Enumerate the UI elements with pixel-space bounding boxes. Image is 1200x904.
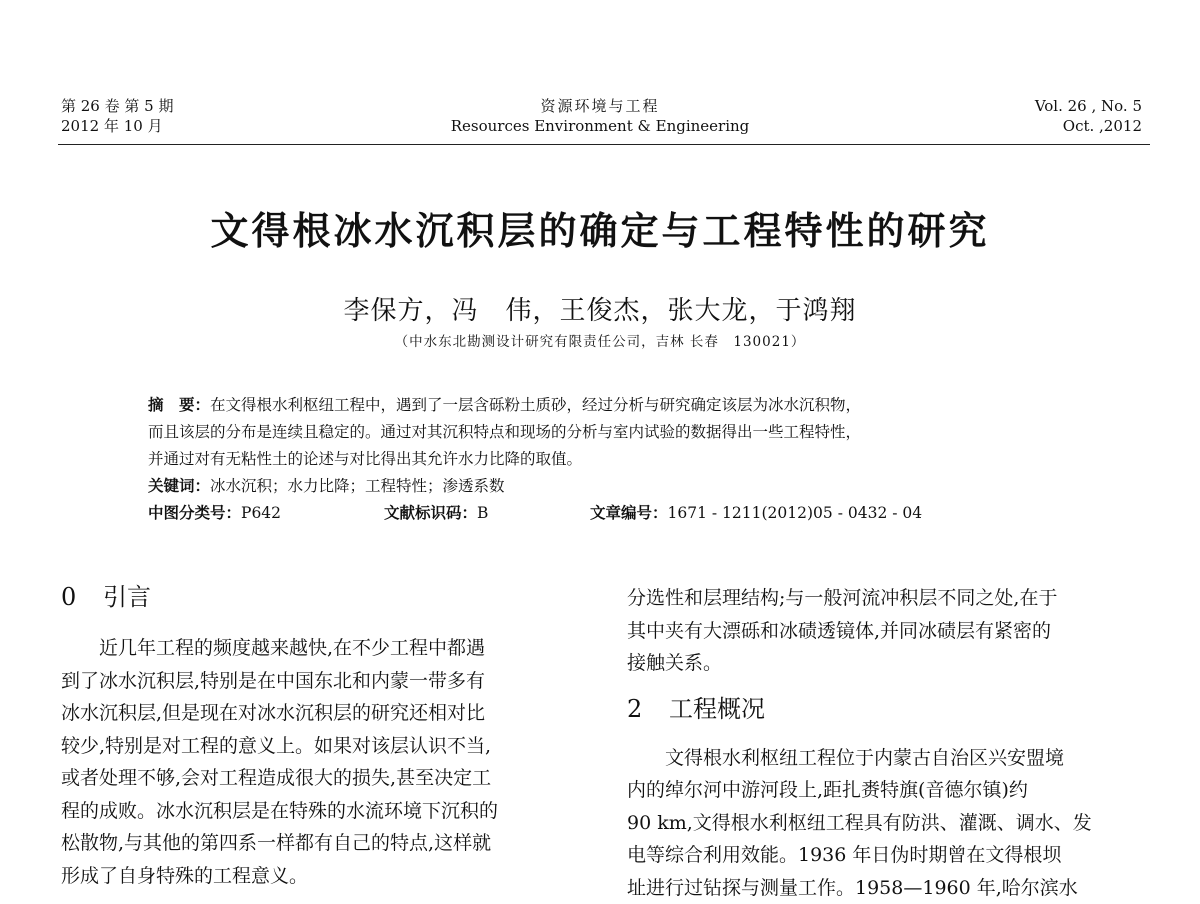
- paragraph-line: 内的绰尔河中游河段上,距扎赉特旗(音德尔镇)约: [627, 774, 1149, 807]
- paragraph-line: 到了冰水沉积层,特别是在中国东北和内蒙一带多有: [61, 665, 576, 698]
- year-month: 2012 年 10 月: [61, 116, 173, 136]
- article-no-label: 文章编号：: [590, 504, 668, 522]
- section-heading-0: [61, 582, 576, 612]
- paragraph-line: 90 km,文得根水利枢纽工程具有防洪、灌溉、调水、发: [627, 807, 1149, 840]
- paragraph-line: 松散物,与其他的第四系一样都有自己的特点,这样就: [61, 827, 576, 860]
- author-affiliation: （中水东北勘测设计研究有限责任公司，吉林 长春 130021）: [0, 330, 1200, 350]
- abstract-line-1: [148, 392, 1068, 419]
- paragraph-line: 接触关系。: [627, 647, 1149, 680]
- section-title: 引言: [103, 583, 151, 611]
- volume-number-en: Vol. 26 , No. 5: [1035, 96, 1142, 116]
- running-header-center: [0, 96, 1200, 136]
- section-number: 0: [61, 582, 103, 612]
- clc-label: 中图分类号：: [148, 504, 241, 522]
- keywords-label: 关键词：: [148, 477, 210, 495]
- paragraph-line: 近几年工程的频度越来越快,在不少工程中都遇: [61, 632, 576, 665]
- keywords-value: 冰水沉积；水力比降；工程特性；渗透系数: [210, 477, 505, 495]
- clc-value: P642: [241, 504, 281, 522]
- section-number: 2: [627, 694, 669, 724]
- article-authors: 李保方，冯 伟，王俊杰，张大龙，于鸿翔: [0, 290, 1200, 327]
- paragraph-line: 电等综合利用效能。1936 年日伪时期曾在文得根坝: [627, 839, 1149, 872]
- abstract-line-2: 而且该层的分布是连续且稳定的。通过对其沉积特点和现场的分析与室内试验的数据得出一些工程特性，: [148, 419, 1068, 446]
- journal-name-en: Resources Environment & Engineering: [0, 116, 1200, 136]
- abstract-block: [148, 392, 1068, 527]
- abstract-label: 摘 要：: [148, 396, 210, 414]
- abstract-line-3: 并通过对有无粘性土的论述与对比得出其允许水力比降的取值。: [148, 446, 1068, 473]
- body-left-column: [61, 582, 576, 892]
- header-rule: [58, 144, 1150, 145]
- paragraph-line: 或者处理不够,会对工程造成很大的损失,甚至决定工: [61, 762, 576, 795]
- classification-line: [148, 500, 1068, 527]
- paragraph-line: 址进行过钻探与测量工作。1958—1960 年,哈尔滨水: [627, 872, 1149, 904]
- doc-code-label: 文献标识码：: [384, 504, 477, 522]
- paragraph-line: 分选性和层理结构;与一般河流冲积层不同之处,在于: [627, 582, 1149, 615]
- body-right-column: [627, 582, 1149, 904]
- doc-code-value: B: [477, 504, 488, 522]
- paragraph-line: 较少,特别是对工程的意义上。如果对该层认识不当,: [61, 730, 576, 763]
- doc-code-group: [384, 500, 590, 527]
- date-en: Oct. ,2012: [1035, 116, 1142, 136]
- paragraph-line: 形成了自身特殊的工程意义。: [61, 860, 576, 893]
- section-heading-2: [627, 694, 1149, 724]
- journal-name-cn: 资源环境与工程: [0, 96, 1200, 116]
- clc-group: [148, 500, 384, 527]
- paragraph-line: 程的成败。冰水沉积层是在特殊的水流环境下沉积的: [61, 795, 576, 828]
- paragraph-line: 文得根水利枢纽工程位于内蒙古自治区兴安盟境: [627, 742, 1149, 775]
- article-no-value: 1671 - 1211(2012)05 - 0432 - 04: [668, 504, 923, 522]
- abstract-text: 在文得根水利枢纽工程中，遇到了一层含砾粉土质砂，经过分析与研究确定该层为冰水沉积物，: [210, 396, 861, 414]
- article-title: 文得根冰水沉积层的确定与工程特性的研究: [0, 200, 1200, 255]
- running-header-right: [1035, 96, 1142, 136]
- article-no-group: [590, 504, 922, 522]
- keywords-line: [148, 473, 1068, 500]
- volume-issue: 第 26 卷 第 5 期: [61, 96, 173, 116]
- section-title: 工程概况: [669, 695, 765, 723]
- paragraph-line: 其中夹有大漂砾和冰碛透镜体,并同冰碛层有紧密的: [627, 615, 1149, 648]
- paragraph-line: 冰水沉积层,但是现在对冰水沉积层的研究还相对比: [61, 697, 576, 730]
